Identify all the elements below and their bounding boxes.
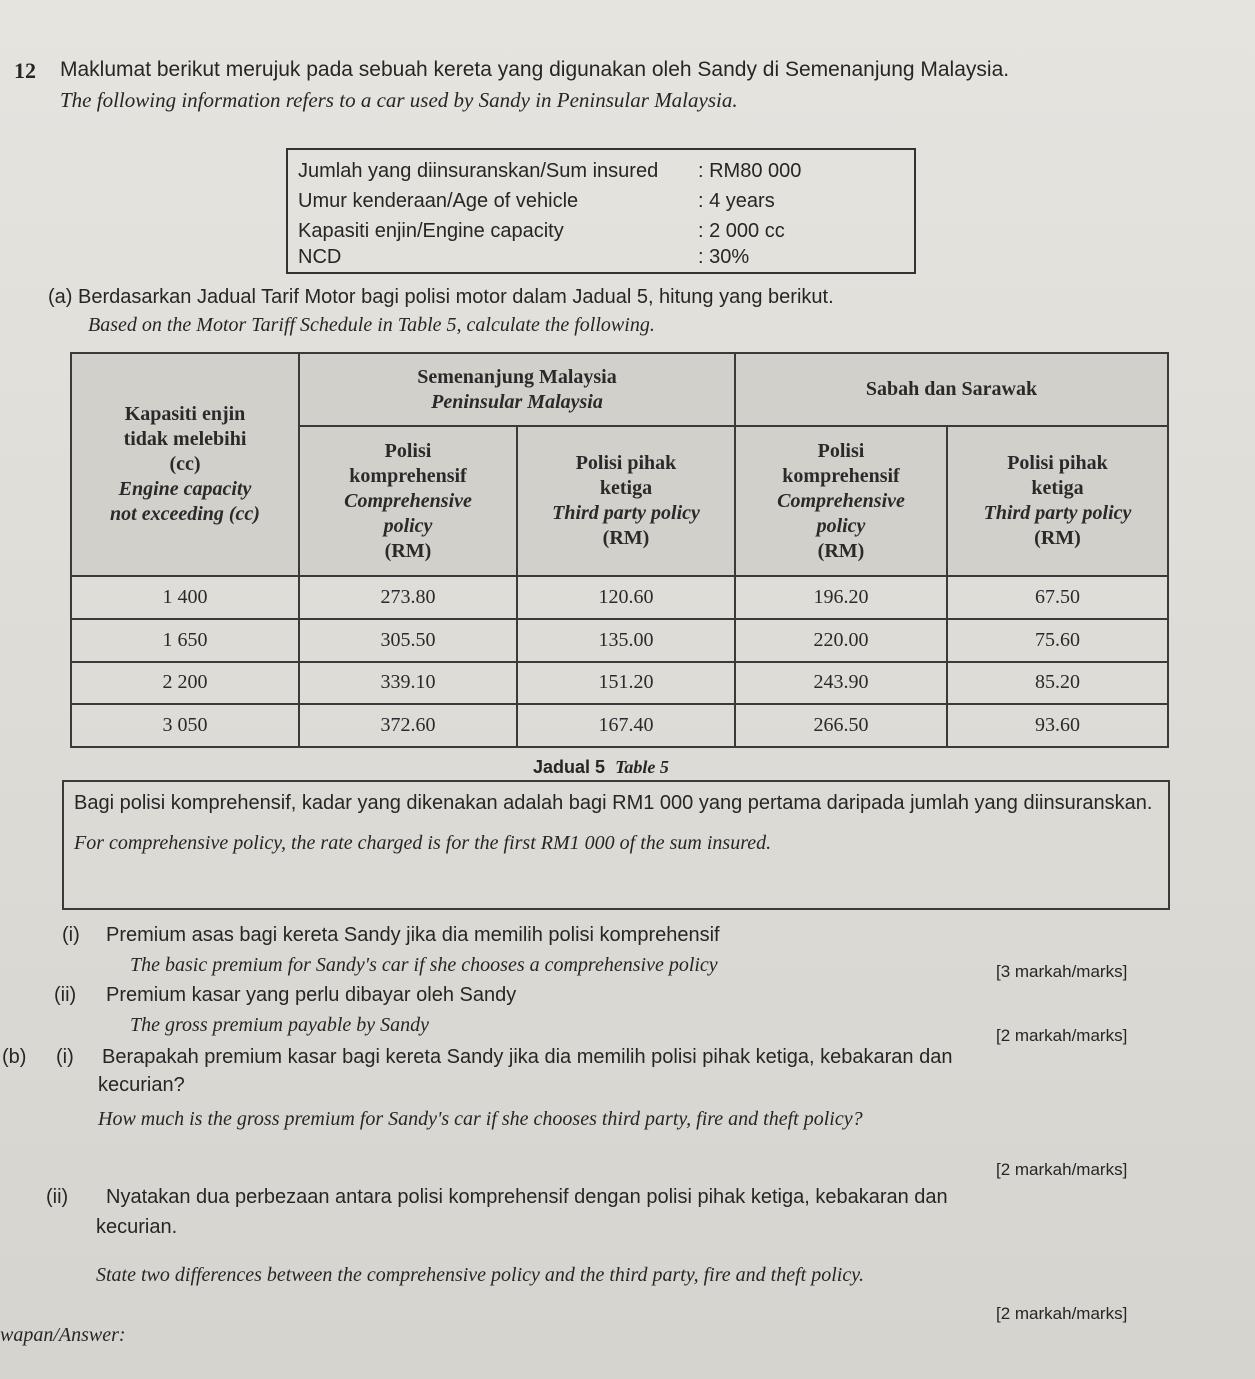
answer-label: wapan/Answer: — [0, 1324, 126, 1346]
info-value: : 2 000 cc — [698, 220, 785, 242]
cell-ss-comp: 220.00 — [735, 619, 947, 662]
cell-ss-tp: 67.50 — [947, 576, 1168, 619]
info-value: : RM80 000 — [698, 160, 802, 182]
info-row-sum-insured — [298, 160, 908, 188]
part-a-text-malay: Berdasarkan Jadual Tarif Motor bagi polisi motor dalam Jadual 5, hitung yang berikut. — [78, 286, 834, 308]
motor-tariff-table — [70, 352, 1169, 748]
cell-cc: 1 650 — [71, 619, 299, 662]
cell-cc: 2 200 — [71, 662, 299, 705]
intro-malay: Maklumat berikut merujuk pada sebuah kereta yang digunakan oleh Sandy di Semenanjung Malaysia. — [60, 58, 1010, 81]
part-b-i-english: How much is the gross premium for Sandy's car if she chooses third party, fire and theft policy? — [98, 1108, 863, 1130]
cell-pm-tp: 167.40 — [517, 704, 735, 747]
part-a-malay — [48, 286, 834, 309]
cell-pm-tp: 135.00 — [517, 619, 735, 662]
cell-pm-comp: 273.80 — [299, 576, 517, 619]
info-label: Umur kenderaan/Age of vehicle — [298, 190, 579, 212]
question-number: 12 — [14, 58, 36, 83]
cell-ss-comp: 266.50 — [735, 704, 947, 747]
part-b-ii-english: State two differences between the comprehensive policy and the third party, fire and theft policy. — [96, 1264, 864, 1286]
intro-english: The following information refers to a car used by Sandy in Peninsular Malaysia. — [60, 88, 738, 112]
table-row — [71, 576, 1168, 619]
note-english: For comprehensive policy, the rate charged is for the first RM1 000 of the sum insured. — [74, 832, 772, 854]
info-label: Jumlah yang diinsuranskan/Sum insured — [298, 160, 659, 182]
info-row-engine — [298, 220, 908, 248]
header-pm-comprehensive: Polisi komprehensif Comprehensive policy (RM) — [299, 426, 517, 576]
cell-ss-tp: 75.60 — [947, 619, 1168, 662]
table-row — [71, 704, 1168, 747]
part-a-ii-label: (ii) — [54, 984, 77, 1006]
part-a-ii-marks: [2 markah/marks] — [996, 1026, 1128, 1045]
part-b-ii-malay-2: kecurian. — [96, 1216, 178, 1238]
part-a-i-marks: [3 markah/marks] — [996, 962, 1128, 981]
comprehensive-rate-note — [62, 780, 1170, 910]
part-b-i-marks: [2 markah/marks] — [996, 1160, 1128, 1179]
cell-pm-comp: 339.10 — [299, 662, 517, 705]
cell-pm-comp: 305.50 — [299, 619, 517, 662]
header-engine-capacity: Kapasiti enjin tidak melebihi (cc) Engine capacity not exceeding (cc) — [71, 353, 299, 576]
part-b-i-label: (i) — [56, 1046, 74, 1068]
part-a-english: Based on the Motor Tariff Schedule in Table 5, calculate the following. — [88, 314, 655, 336]
table-row — [71, 619, 1168, 662]
vehicle-info-box — [286, 148, 916, 274]
table-caption: Jadual 5 Table 5 — [533, 757, 669, 777]
info-value: : 30% — [698, 246, 750, 268]
cell-pm-tp: 120.60 — [517, 576, 735, 619]
info-label: Kapasiti enjin/Engine capacity — [298, 220, 564, 242]
part-a-label: (a) — [48, 286, 73, 308]
header-ss-third-party: Polisi pihak ketiga Third party policy (RM) — [947, 426, 1168, 576]
info-row-ncd — [298, 246, 908, 274]
cell-ss-tp: 93.60 — [947, 704, 1168, 747]
table-row — [71, 662, 1168, 705]
info-value: : 4 years — [698, 190, 775, 212]
part-a-ii-malay: Premium kasar yang perlu dibayar oleh Sandy — [106, 984, 517, 1006]
info-label: NCD — [298, 246, 342, 268]
part-b-i-malay-2: kecurian? — [98, 1074, 185, 1096]
cell-cc: 3 050 — [71, 704, 299, 747]
part-b-i-malay-1: Berapakah premium kasar bagi kereta Sandy jika dia memilih polisi pihak ketiga, kebakaran dan — [102, 1046, 953, 1068]
info-row-age — [298, 190, 908, 218]
header-pm-third-party: Polisi pihak ketiga Third party policy (RM) — [517, 426, 735, 576]
part-b-ii-marks: [2 markah/marks] — [996, 1304, 1128, 1323]
part-a-ii-english: The gross premium payable by Sandy — [130, 1014, 430, 1036]
part-a-i-label: (i) — [62, 924, 80, 946]
cell-ss-comp: 196.20 — [735, 576, 947, 619]
header-peninsular: Semenanjung Malaysia Peninsular Malaysia — [299, 353, 735, 426]
note-malay: Bagi polisi komprehensif, kadar yang dikenakan adalah bagi RM1 000 yang pertama daripada jumlah yang diinsuranskan. — [74, 792, 1153, 814]
cell-ss-tp: 85.20 — [947, 662, 1168, 705]
part-b-ii-label: (ii) — [46, 1186, 69, 1208]
header-sabah-sarawak: Sabah dan Sarawak — [735, 353, 1168, 426]
part-b-label: (b) — [2, 1046, 27, 1068]
part-a-i-english: The basic premium for Sandy's car if she chooses a comprehensive policy — [130, 954, 718, 976]
part-a-i-malay: Premium asas bagi kereta Sandy jika dia memilih polisi komprehensif — [106, 924, 720, 946]
header-ss-comprehensive: Polisi komprehensif Comprehensive policy (RM) — [735, 426, 947, 576]
part-b-ii-malay-1: Nyatakan dua perbezaan antara polisi komprehensif dengan polisi pihak ketiga, kebakaran dan — [106, 1186, 948, 1208]
cell-pm-comp: 372.60 — [299, 704, 517, 747]
cell-cc: 1 400 — [71, 576, 299, 619]
cell-pm-tp: 151.20 — [517, 662, 735, 705]
cell-ss-comp: 243.90 — [735, 662, 947, 705]
